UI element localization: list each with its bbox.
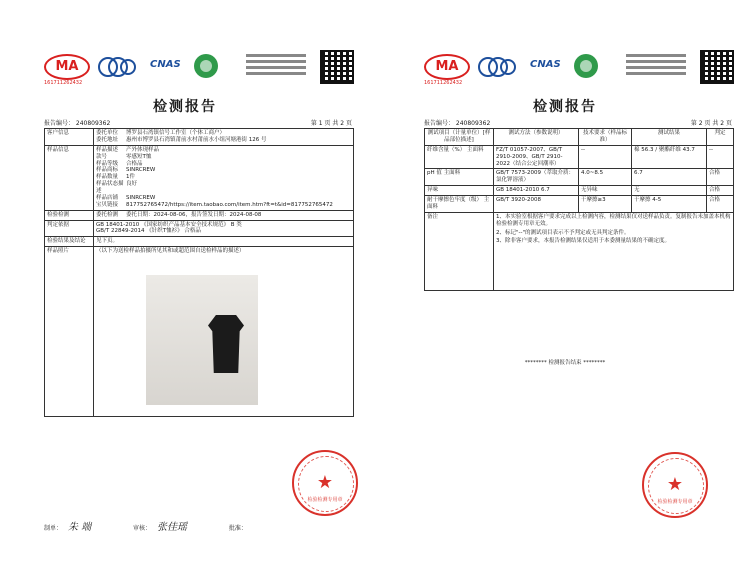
client-info: 委托单位 博罗县石湾镇信号工作室（个体工商户） 委托地址 惠州市博罗县石湾镇莆前水村莆前水小组河塘港街 126 号 xyxy=(94,129,354,146)
cma-logo: MA xyxy=(424,54,470,80)
maker-signature: 朱 端 xyxy=(67,522,92,533)
lab-contact-lines xyxy=(626,54,686,78)
signature-row xyxy=(44,518,354,533)
inspection-stamp: ★ 检验检测专用章 xyxy=(642,452,708,518)
client-info-label: 客户信息 xyxy=(45,129,94,146)
sample-info-label: 样品信息 xyxy=(45,145,94,210)
report-page-2 xyxy=(386,40,744,560)
certification-logos xyxy=(424,54,624,86)
test-results-table xyxy=(424,128,734,291)
inspection-stamp: ★ 检验检测专用章 xyxy=(292,450,358,516)
table-row: 异味 GB 18401-2010 6.7 无异味 无 合格 xyxy=(425,186,734,196)
judge-basis-label: 判定依据 xyxy=(45,220,94,237)
ilac-mra-logo xyxy=(476,56,516,78)
cma-number: 161711262432 xyxy=(44,80,83,86)
table-row: pH 值 主面料 GB/T 7573-2009（萃取介质：氯化钾溶液） 4.0~8.5 6.7 合格 xyxy=(425,169,734,186)
cnas-logo: CNAS xyxy=(150,59,181,70)
report-number: 报告编号： 240809362 xyxy=(44,120,111,127)
col-header-item: 测试项目（计量单位）[样品部位描述] xyxy=(425,129,494,146)
star-icon: ★ xyxy=(316,472,334,493)
star-icon: ★ xyxy=(666,474,684,495)
sample-photo xyxy=(146,275,258,405)
approver-label: 批准： xyxy=(228,525,247,532)
table-row xyxy=(425,212,734,290)
sample-photo-label: 样品照片 xyxy=(45,247,94,417)
table-row: 耐干摩擦色牢度（级） 主面料 GB/T 3920-2008 干摩擦≥3 干摩擦 4-5 合格 xyxy=(425,196,734,213)
sample-photo-cell xyxy=(94,247,354,417)
check-label: 检验检测 xyxy=(45,210,94,220)
ilac-mra-logo xyxy=(96,56,136,78)
col-header-requirement: 技术要求（样品标准） xyxy=(579,129,632,146)
report-title: 检测报告 xyxy=(153,99,217,115)
lab-contact-lines xyxy=(246,54,306,78)
photo-caption: （以下为送检样品拍摄所见其和或超范围自送检样品的描述） xyxy=(96,248,245,255)
cma-number: 161711262432 xyxy=(424,80,463,86)
table-header-row xyxy=(425,129,734,146)
green-certification-seal xyxy=(194,54,218,78)
green-certification-seal xyxy=(574,54,598,78)
reviewer-label: 审核： xyxy=(133,525,152,532)
cma-logo: MA xyxy=(44,54,90,80)
conclusion-value: 见下页。 xyxy=(94,237,354,247)
report-number: 报告编号： 240809362 xyxy=(424,120,491,127)
col-header-judgement: 判定 xyxy=(707,129,734,146)
page-indicator: 第 2 页 共 2 页 xyxy=(690,120,732,127)
note-label: 备注 xyxy=(425,212,494,290)
report-page-1 xyxy=(6,40,364,560)
report-info-table xyxy=(44,128,354,417)
black-tshirt-image xyxy=(208,315,244,373)
certification-logos xyxy=(44,54,244,86)
qr-code xyxy=(700,50,734,84)
report-title: 检测报告 xyxy=(533,99,597,115)
col-header-result: 测试结果 xyxy=(632,129,707,146)
page-indicator: 第 1 页 共 2 页 xyxy=(310,120,352,127)
col-header-method: 测试方法（参数说明） xyxy=(494,129,579,146)
sample-info: 样品描述 产外体现样品 款号 零感短T恤 样品等级 合格品 样品商标 SINRCREW 样品数量 1件 样品状态描述 良好 样品店铺 SINRCREW 宝贝链接 817752765472/https://item.taobao.com/item.htm?ft=t&id=817752765472 xyxy=(94,145,354,210)
end-of-report: ******** 检测报告结束 ******** xyxy=(524,360,606,366)
conclusion-label: 检验结果及结论 xyxy=(45,237,94,247)
judge-basis: GB 18401-2010 《国家纺织产品基本安全技术规范》 B 类 GB/T 22849-2014 《针织T恤衫》 合格品 xyxy=(94,220,354,237)
qr-code xyxy=(320,50,354,84)
cnas-logo: CNAS xyxy=(530,59,561,70)
table-row: 纤维含量（%） 主面料 FZ/T 01057-2007、GB/T 2910-2009、GB/T 2910-2022（结合公定回潮率） -- 棉 56.3 / 聚酯纤维 43.7 -- xyxy=(425,145,734,169)
check-info: 委托检测 委托日期：2024-08-06，报告签发日期：2024-08-08 xyxy=(94,210,354,220)
notes: 1、本实验室根据客户要求完成以上检测内容，检测结果仅对送样品负责。复制报告未加盖本机构检验检测专用章无效。 2、标记"--"的测试项目表示不予判定或无具判定条件。 3、除非客户要求，本报告检测结果仅适用于本委测量结果的不确定度。 xyxy=(494,212,734,290)
reviewer-signature: 张佳瑶 xyxy=(156,522,187,533)
maker-label: 制单： xyxy=(44,525,63,532)
